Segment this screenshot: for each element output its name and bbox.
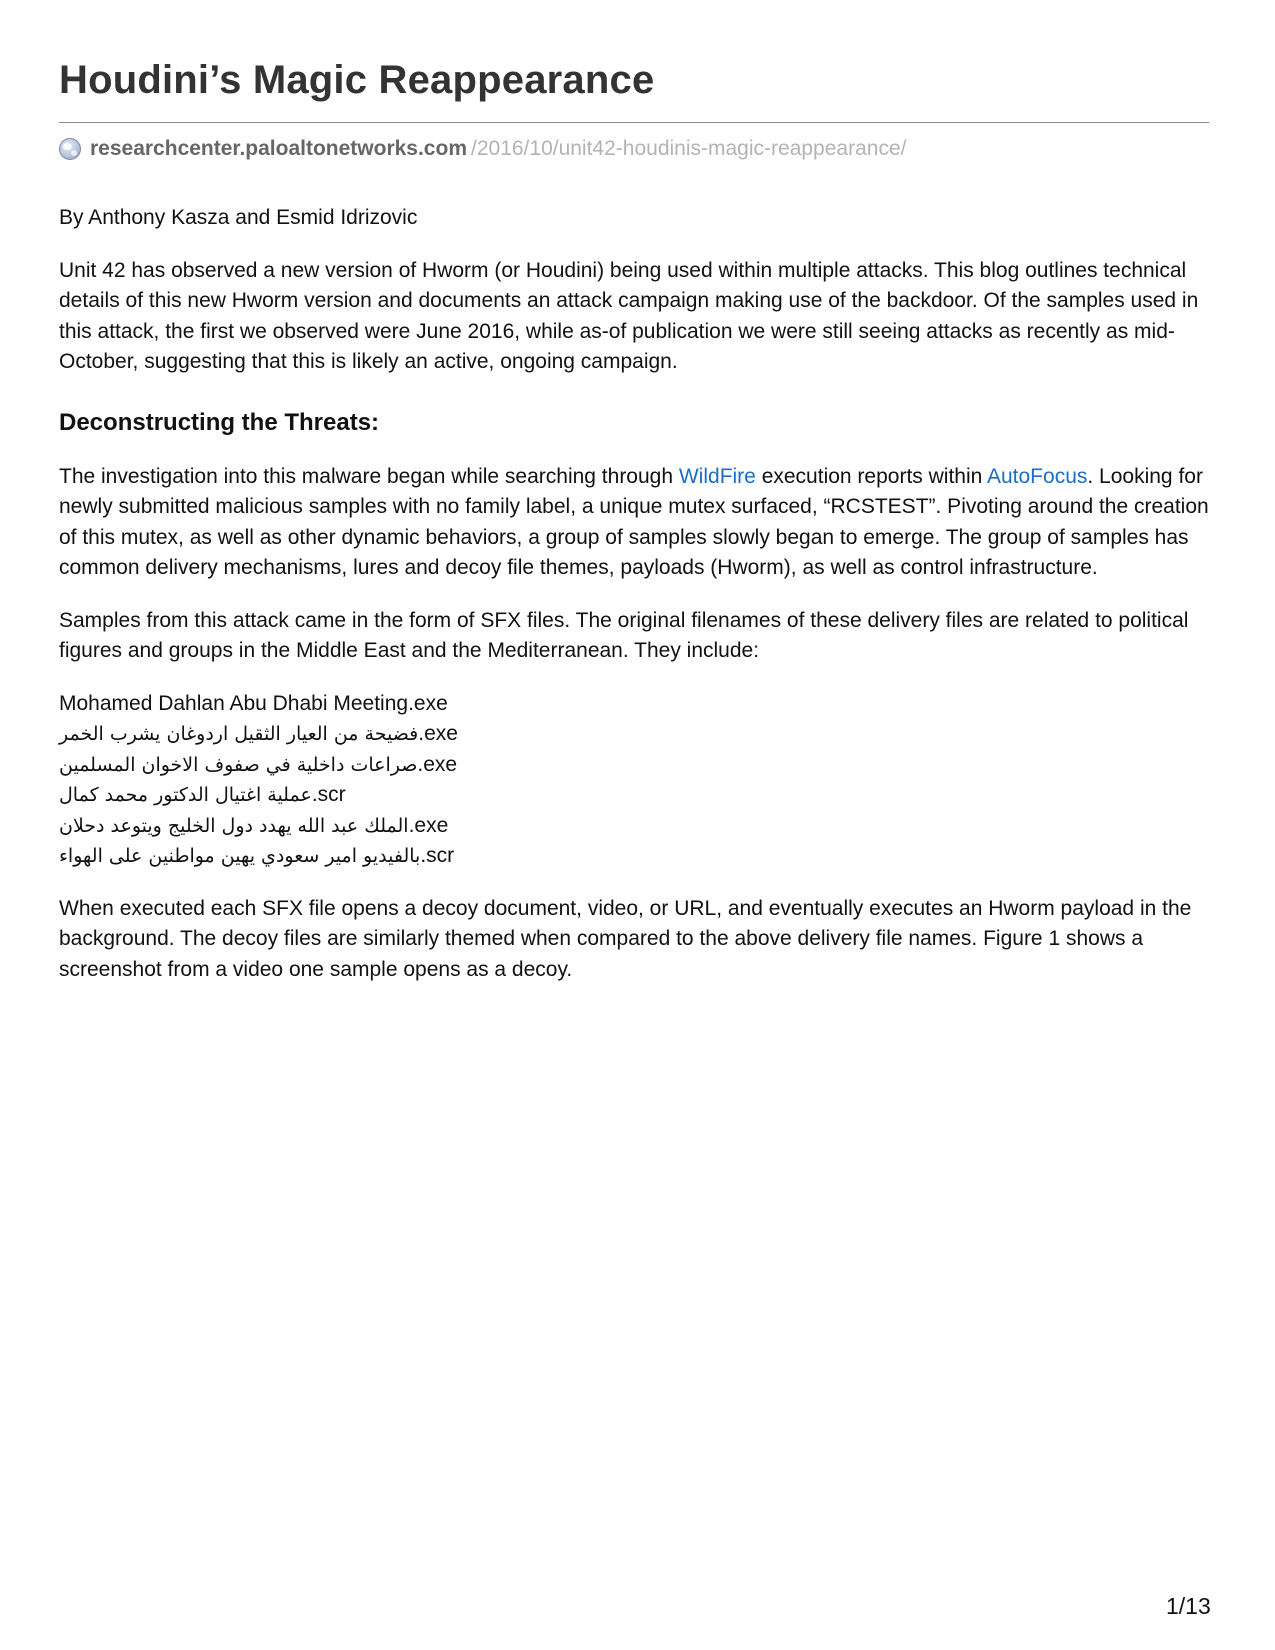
source-path[interactable]: /2016/10/unit42-houdinis-magic-reappearance/ (471, 137, 907, 160)
article-title: Houdini’s Magic Reappearance (59, 58, 655, 102)
investigation-paragraph (59, 462, 1209, 584)
filename-name: بالفيديو امير سعودي يهين مواطنين على الهواء (59, 845, 421, 867)
execution-paragraph: When executed each SFX file opens a decoy document, video, or URL, and eventually executes an Hworm payload in the background. The decoy files are similarly themed when compared to the above delivery file names. Figure 1 shows a screenshot from a video one sample opens as a decoy. (59, 896, 1192, 981)
autofocus-link[interactable]: AutoFocus (986, 464, 1088, 488)
filename-name: Mohamed Dahlan Abu Dhabi Meeting (59, 691, 409, 715)
filename-list (59, 689, 1209, 872)
filename-name: الملك عبد الله يهدد دول الخليج ويتوعد دحلان (59, 814, 409, 837)
title-divider (59, 122, 1209, 123)
page-number: 1/13 (1166, 1593, 1211, 1619)
source-line (59, 136, 906, 162)
filename-ext: .exe (418, 722, 458, 745)
filename-item (59, 719, 1209, 750)
wildfire-link[interactable]: WildFire (678, 464, 756, 488)
section-heading: Deconstructing the Threats: (59, 408, 380, 436)
investigation-text-1: The investigation into this malware began while searching through (59, 464, 679, 488)
filename-item (59, 780, 1209, 811)
globe-icon (59, 138, 81, 160)
source-domain[interactable]: researchcenter.paloaltonetworks.com (90, 137, 467, 160)
article-body (59, 203, 1209, 1007)
filename-ext: .exe (417, 752, 458, 776)
filename-item (59, 841, 1209, 872)
samples-paragraph: Samples from this attack came in the form of SFX files. The original filenames of these delivery files are related to political figures and groups in the Middle East and the Mediterranean. They include: (59, 608, 1189, 662)
filename-item (59, 689, 1209, 720)
filename-name: عملية اغتيال الدكتور محمد كمال (59, 784, 312, 806)
filename-ext: .scr (420, 844, 455, 867)
intro-paragraph: Unit 42 has observed a new version of Hworm (or Houdini) being used within multiple attacks. This blog outlines technical details of this new Hworm version and documents an attack campaign making use of the backdoor. Of the samples used in this attack, the first we observed were June 2016, while as-of publication we were still seeing attacks as recently as mid-October, suggesting that this is likely an active, ongoing campaign. (59, 258, 1199, 373)
filename-name: صراعات داخلية في صفوف الاخوان المسلمين (59, 753, 418, 776)
filename-ext: .exe (408, 691, 448, 715)
filename-item (59, 811, 1209, 842)
byline: By Anthony Kasza and Esmid Idrizovic (59, 206, 418, 229)
investigation-text-2: execution reports within (755, 464, 987, 488)
filename-name: فضيحة من العيار الثقيل اردوغان يشرب الخمر (59, 723, 419, 745)
filename-ext: .scr (311, 783, 346, 806)
filename-item (59, 750, 1209, 781)
filename-ext: .exe (408, 813, 449, 837)
investigation-text-3: . Looking for newly submitted malicious samples with no family label, a unique mutex surfaced, “RCSTEST”. Pivoting around the creation of this mutex, as well as other dynamic behaviors, a group of samples slowly began to emerge. The group of samples has common delivery mechanisms, lures and decoy file themes, payloads (Hworm), as well as control infrastructure. (59, 464, 1209, 579)
